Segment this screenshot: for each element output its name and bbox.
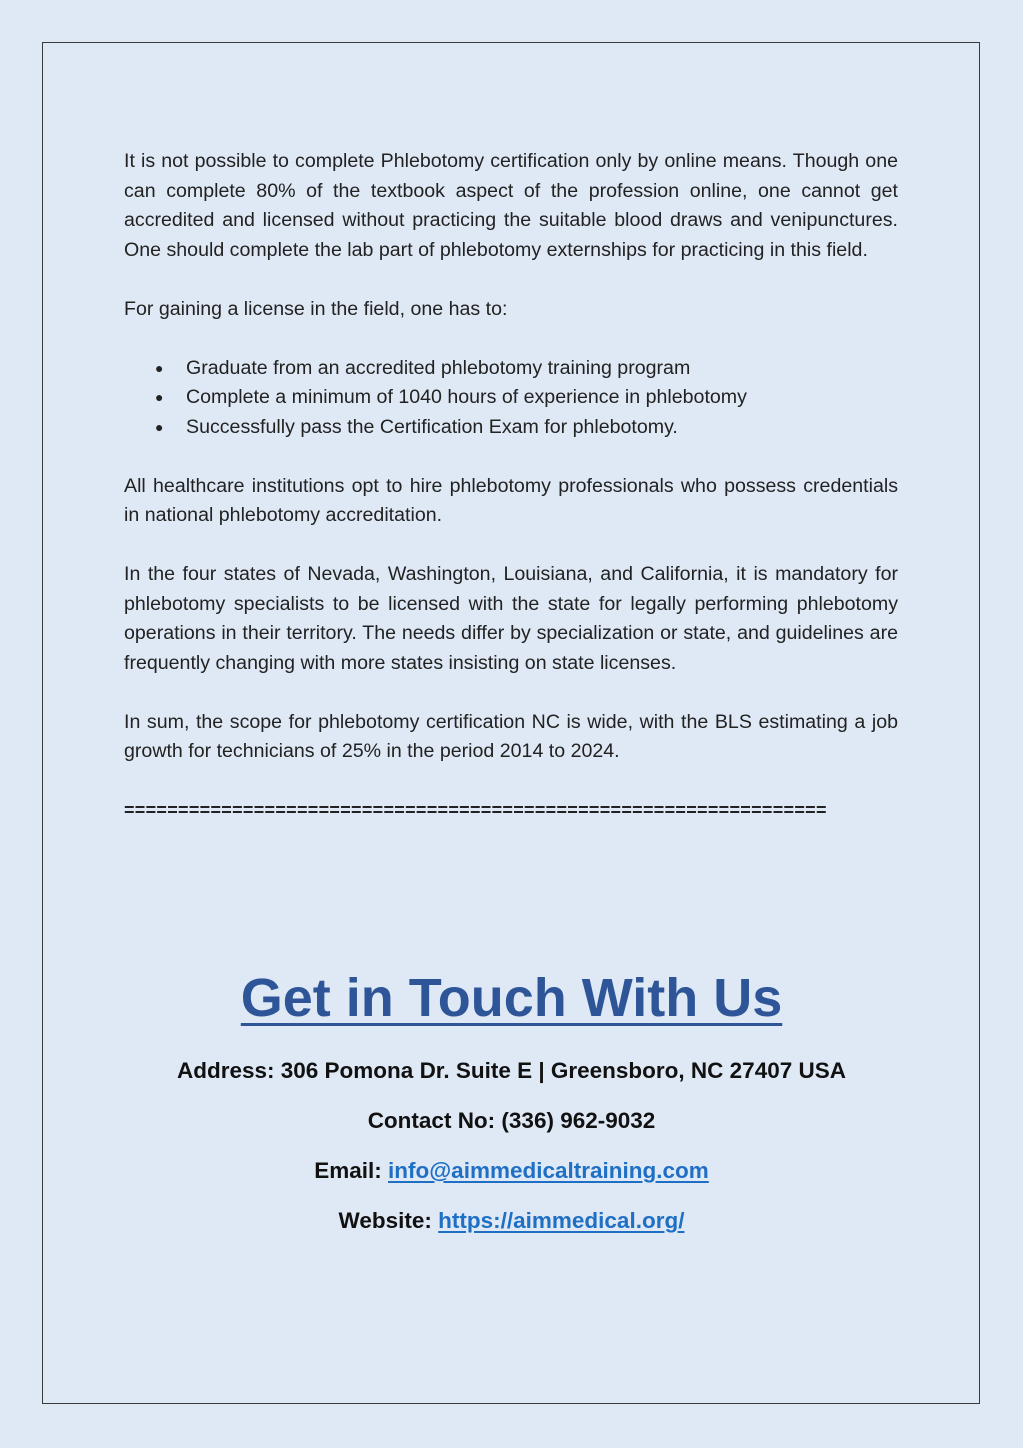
paragraph-license-intro: For gaining a license in the field, one has to: xyxy=(124,297,508,320)
contact-heading: Get in Touch With Us xyxy=(240,968,783,1028)
email-label: Email: xyxy=(314,1158,382,1183)
bullet-icon: ● xyxy=(155,418,164,435)
phone-line: Contact No: (336) 962-9032 xyxy=(367,1108,656,1133)
email-line xyxy=(0,1156,1023,1186)
list-item xyxy=(124,354,898,384)
list-item xyxy=(124,413,898,443)
paragraph-state-licensing: In the four states of Nevada, Washington, Louisiana, and California, it is mandatory for phlebotomy specialists to be licensed with the state for legally performing phlebotomy operations in their territory. The needs differ by specialization or state, and guidelines are frequently changing with more states insisting on state licenses. xyxy=(124,563,898,674)
website-link[interactable]: https://aimmedical.org/ xyxy=(438,1208,685,1233)
list-item-text: Successfully pass the Certification Exam for phlebotomy. xyxy=(186,415,678,438)
paragraph-institutions: All healthcare institutions opt to hire phlebotomy professionals who possess credentials in national phlebotomy accreditation. xyxy=(124,474,898,526)
document-body xyxy=(124,147,898,826)
list-item-text: Complete a minimum of 1040 hours of experience in phlebotomy xyxy=(186,386,747,408)
paragraph-scope: In sum, the scope for phlebotomy certification NC is wide, with the BLS estimating a job growth for technicians of 25% in the period 2014 to 2024. xyxy=(124,710,898,762)
email-link[interactable]: info@aimmedicaltraining.com xyxy=(388,1158,709,1183)
paragraph-online-certification: It is not possible to complete Phlebotomy certification only by online means. Though one can complete 80% of the textbook aspect of the profession online, one cannot get accredited and licensed without practicing the suitable blood draws and venipunctures. One should complete the lab part of phlebotomy externships for practicing in this field. xyxy=(124,150,898,261)
website-line xyxy=(0,1206,1023,1236)
divider-line: ================================================================= xyxy=(124,800,827,820)
website-label: Website: xyxy=(338,1208,432,1233)
requirements-list xyxy=(124,354,898,443)
list-item xyxy=(124,383,898,413)
bullet-icon: ● xyxy=(155,389,164,405)
address-line: Address: 306 Pomona Dr. Suite E | Greensboro, NC 27407 USA xyxy=(176,1058,846,1083)
bullet-icon: ● xyxy=(155,359,164,376)
list-item-text: Graduate from an accredited phlebotomy training program xyxy=(186,356,691,379)
